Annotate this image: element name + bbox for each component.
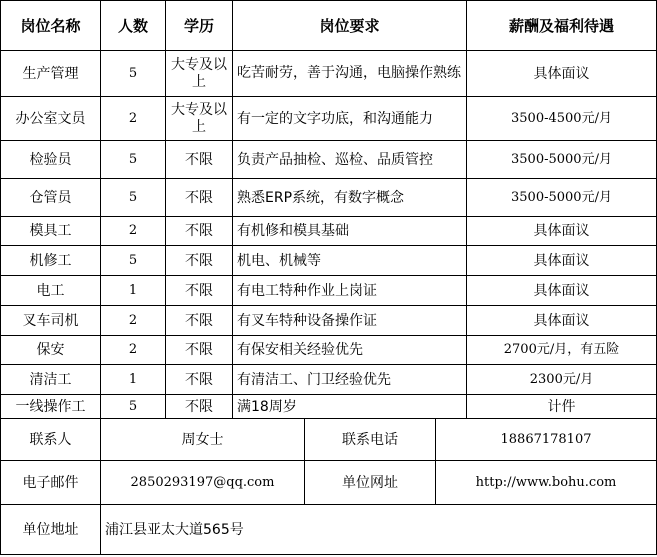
salary-cell: 具体面议 — [467, 246, 657, 276]
requirements-cell: 有清洁工、门卫经验优先 — [233, 365, 467, 395]
education-cell: 大专及以上 — [166, 97, 233, 141]
count-cell: 2 — [101, 217, 166, 246]
count-cell: 5 — [101, 246, 166, 276]
position-cell: 一线操作工 — [1, 395, 101, 419]
table-row — [1, 395, 657, 419]
count-cell: 2 — [101, 336, 166, 365]
requirements-cell: 机电、机械等 — [233, 246, 467, 276]
salary-cell: 具体面议 — [467, 276, 657, 306]
count-cell: 5 — [101, 141, 166, 179]
education-cell: 不限 — [166, 179, 233, 217]
education-cell: 不限 — [166, 365, 233, 395]
header-requirements: 岗位要求 — [233, 1, 467, 51]
requirements-cell: 有保安相关经验优先 — [233, 336, 467, 365]
table-row — [1, 141, 657, 179]
table-row — [1, 179, 657, 217]
contact-row — [1, 419, 657, 461]
position-cell: 生产管理 — [1, 51, 101, 97]
education-cell: 不限 — [166, 246, 233, 276]
count-cell: 5 — [101, 179, 166, 217]
email-value: 2850293197@qq.com — [101, 461, 305, 505]
table-row — [1, 276, 657, 306]
table-row — [1, 97, 657, 141]
position-cell: 仓管员 — [1, 179, 101, 217]
position-cell: 电工 — [1, 276, 101, 306]
contact-phone-value: 18867178107 — [436, 419, 657, 461]
requirements-cell: 有叉车特种设备操作证 — [233, 306, 467, 336]
position-cell: 清洁工 — [1, 365, 101, 395]
count-cell: 1 — [101, 365, 166, 395]
requirements-cell: 负责产品抽检、巡检、品质管控 — [233, 141, 467, 179]
salary-cell: 具体面议 — [467, 217, 657, 246]
website-value: http://www.bohu.com — [436, 461, 657, 505]
salary-cell: 3500-5000元/月 — [467, 179, 657, 217]
address-label: 单位地址 — [1, 505, 101, 555]
salary-cell: 3500-4500元/月 — [467, 97, 657, 141]
header-row — [1, 1, 657, 51]
table-row — [1, 217, 657, 246]
website-label: 单位网址 — [305, 461, 436, 505]
table-row — [1, 336, 657, 365]
position-cell: 叉车司机 — [1, 306, 101, 336]
position-cell: 机修工 — [1, 246, 101, 276]
requirements-cell: 满18周岁 — [233, 395, 467, 419]
salary-cell: 具体面议 — [467, 51, 657, 97]
contact-phone-label: 联系电话 — [305, 419, 436, 461]
table-row — [1, 51, 657, 97]
education-cell: 不限 — [166, 306, 233, 336]
header-education: 学历 — [166, 1, 233, 51]
email-label: 电子邮件 — [1, 461, 101, 505]
requirements-cell: 有一定的文字功底，和沟通能力 — [233, 97, 467, 141]
table-row — [1, 365, 657, 395]
address-value: 浦江县亚太大道565号 — [101, 505, 657, 555]
position-cell: 保安 — [1, 336, 101, 365]
requirements-cell: 有电工特种作业上岗证 — [233, 276, 467, 306]
header-count: 人数 — [101, 1, 166, 51]
position-cell: 模具工 — [1, 217, 101, 246]
education-cell: 大专及以上 — [166, 51, 233, 97]
contact-row — [1, 461, 657, 505]
count-cell: 5 — [101, 395, 166, 419]
education-cell: 不限 — [166, 141, 233, 179]
contact-person-value: 周女士 — [101, 419, 305, 461]
count-cell: 5 — [101, 51, 166, 97]
header-position: 岗位名称 — [1, 1, 101, 51]
salary-cell: 具体面议 — [467, 306, 657, 336]
education-cell: 不限 — [166, 395, 233, 419]
count-cell: 2 — [101, 97, 166, 141]
salary-cell: 计件 — [467, 395, 657, 419]
header-salary: 薪酬及福利待遇 — [467, 1, 657, 51]
contact-person-label: 联系人 — [1, 419, 101, 461]
position-cell: 检验员 — [1, 141, 101, 179]
salary-cell: 3500-5000元/月 — [467, 141, 657, 179]
education-cell: 不限 — [166, 276, 233, 306]
table-row — [1, 306, 657, 336]
count-cell: 1 — [101, 276, 166, 306]
salary-cell: 2700元/月，有五险 — [467, 336, 657, 365]
contact-row — [1, 505, 657, 555]
count-cell: 2 — [101, 306, 166, 336]
education-cell: 不限 — [166, 217, 233, 246]
salary-cell: 2300元/月 — [467, 365, 657, 395]
requirements-cell: 有机修和模具基础 — [233, 217, 467, 246]
position-cell: 办公室文员 — [1, 97, 101, 141]
table-row — [1, 246, 657, 276]
education-cell: 不限 — [166, 336, 233, 365]
requirements-cell: 熟悉ERP系统，有数字概念 — [233, 179, 467, 217]
requirements-cell: 吃苦耐劳，善于沟通，电脑操作熟练 — [233, 51, 467, 97]
